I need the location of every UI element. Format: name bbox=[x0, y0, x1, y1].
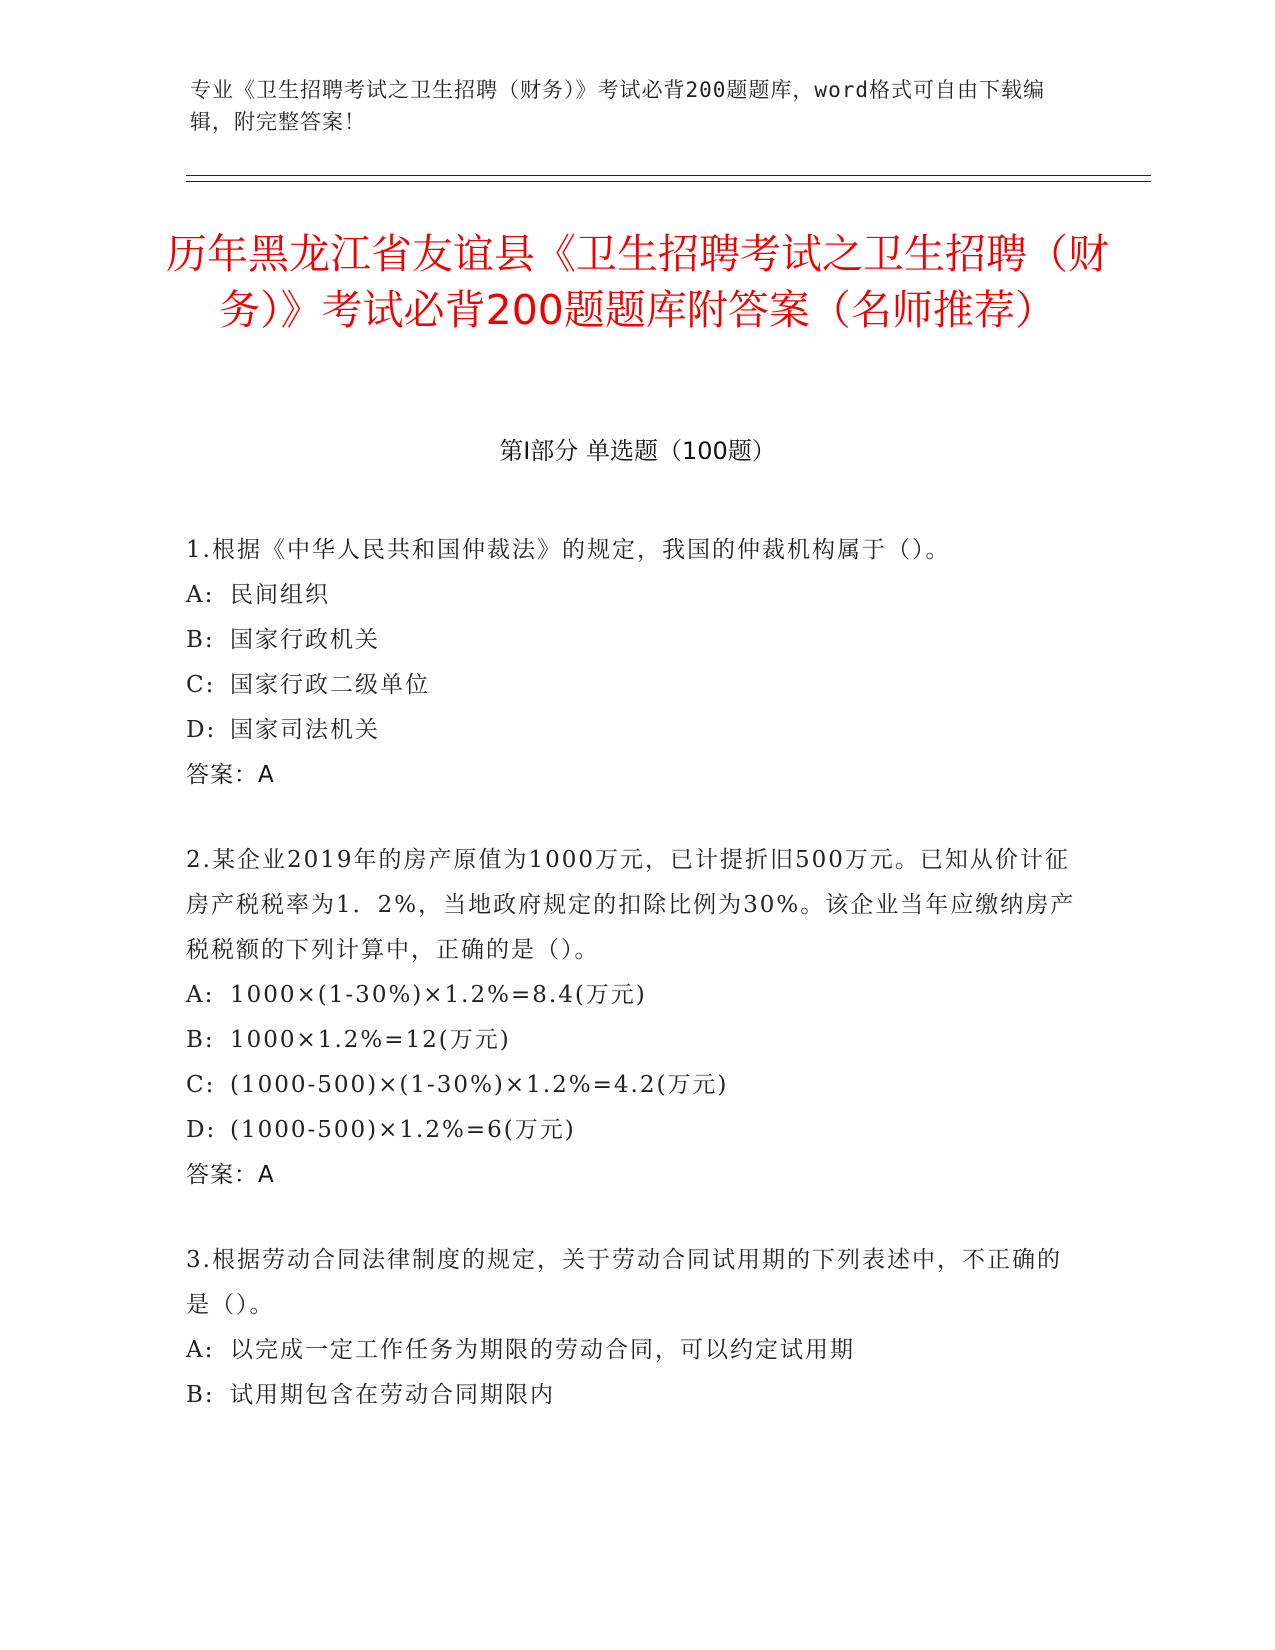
option-c bbox=[186, 663, 1086, 708]
option-text: 民间组织 bbox=[230, 582, 330, 608]
option-text: 试用期包含在劳动合同期限内 bbox=[230, 1382, 555, 1408]
option-key: B: bbox=[186, 1382, 215, 1408]
question-stem: 3.根据劳动合同法律制度的规定，关于劳动合同试用期的下列表述中，不正确的是（）。 bbox=[186, 1247, 1062, 1318]
option-b bbox=[186, 1018, 1086, 1063]
header-note: 专业《卫生招聘考试之卫生招聘（财务）》考试必背200题题库，word格式可自由下载编辑，附完整答案！ bbox=[190, 78, 1045, 134]
question-2 bbox=[186, 838, 1086, 1198]
header-divider-second bbox=[186, 181, 1151, 182]
option-key: C: bbox=[186, 1072, 216, 1098]
option-text: 国家行政二级单位 bbox=[230, 672, 430, 698]
option-a bbox=[186, 573, 1086, 618]
option-key: D: bbox=[186, 717, 217, 743]
option-b bbox=[186, 1373, 1086, 1418]
option-b bbox=[186, 618, 1086, 663]
answer-line: 答案：A bbox=[186, 762, 275, 788]
option-d bbox=[186, 708, 1086, 753]
option-d bbox=[186, 1108, 1086, 1153]
option-key: C: bbox=[186, 672, 216, 698]
answer-line: 答案：A bbox=[186, 1162, 275, 1188]
option-text: (1000-500)×(1-30%)×1.2%=4.2(万元) bbox=[230, 1072, 729, 1098]
option-a bbox=[186, 1328, 1086, 1373]
option-text: (1000-500)×1.2%=6(万元) bbox=[230, 1117, 576, 1143]
question-list bbox=[186, 528, 1086, 1458]
option-key: B: bbox=[186, 627, 215, 653]
option-text: 国家司法机关 bbox=[230, 717, 380, 743]
option-key: A: bbox=[186, 1337, 215, 1363]
option-a bbox=[186, 973, 1086, 1018]
question-stem: 2.某企业2019年的房产原值为1000万元，已计提折旧500万元。已知从价计征房产税税率为1．2%，当地政府规定的扣除比例为30%。该企业当年应缴纳房产税税额的下列计算中，正确的是（）。 bbox=[186, 847, 1076, 963]
option-text: 以完成一定工作任务为期限的劳动合同，可以约定试用期 bbox=[230, 1337, 855, 1363]
option-c bbox=[186, 1063, 1086, 1108]
section-title: 第Ⅰ部分 单选题（100题） bbox=[499, 437, 776, 465]
option-key: A: bbox=[186, 582, 215, 608]
option-text: 1000×1.2%=12(万元) bbox=[230, 1027, 511, 1053]
option-key: D: bbox=[186, 1117, 217, 1143]
question-stem: 1.根据《中华人民共和国仲裁法》的规定，我国的仲裁机构属于（）。 bbox=[186, 537, 951, 563]
option-key: A: bbox=[186, 982, 215, 1008]
option-text: 国家行政机关 bbox=[230, 627, 380, 653]
option-text: 1000×(1-30%)×1.2%=8.4(万元) bbox=[230, 982, 647, 1008]
option-key: B: bbox=[186, 1027, 215, 1053]
question-1 bbox=[186, 528, 1086, 798]
question-3 bbox=[186, 1238, 1086, 1418]
header-divider bbox=[186, 175, 1151, 176]
document-title: 历年黑龙江省友谊县《卫生招聘考试之卫生招聘（财务）》考试必背200题题库附答案（名师推荐） bbox=[166, 230, 1109, 334]
